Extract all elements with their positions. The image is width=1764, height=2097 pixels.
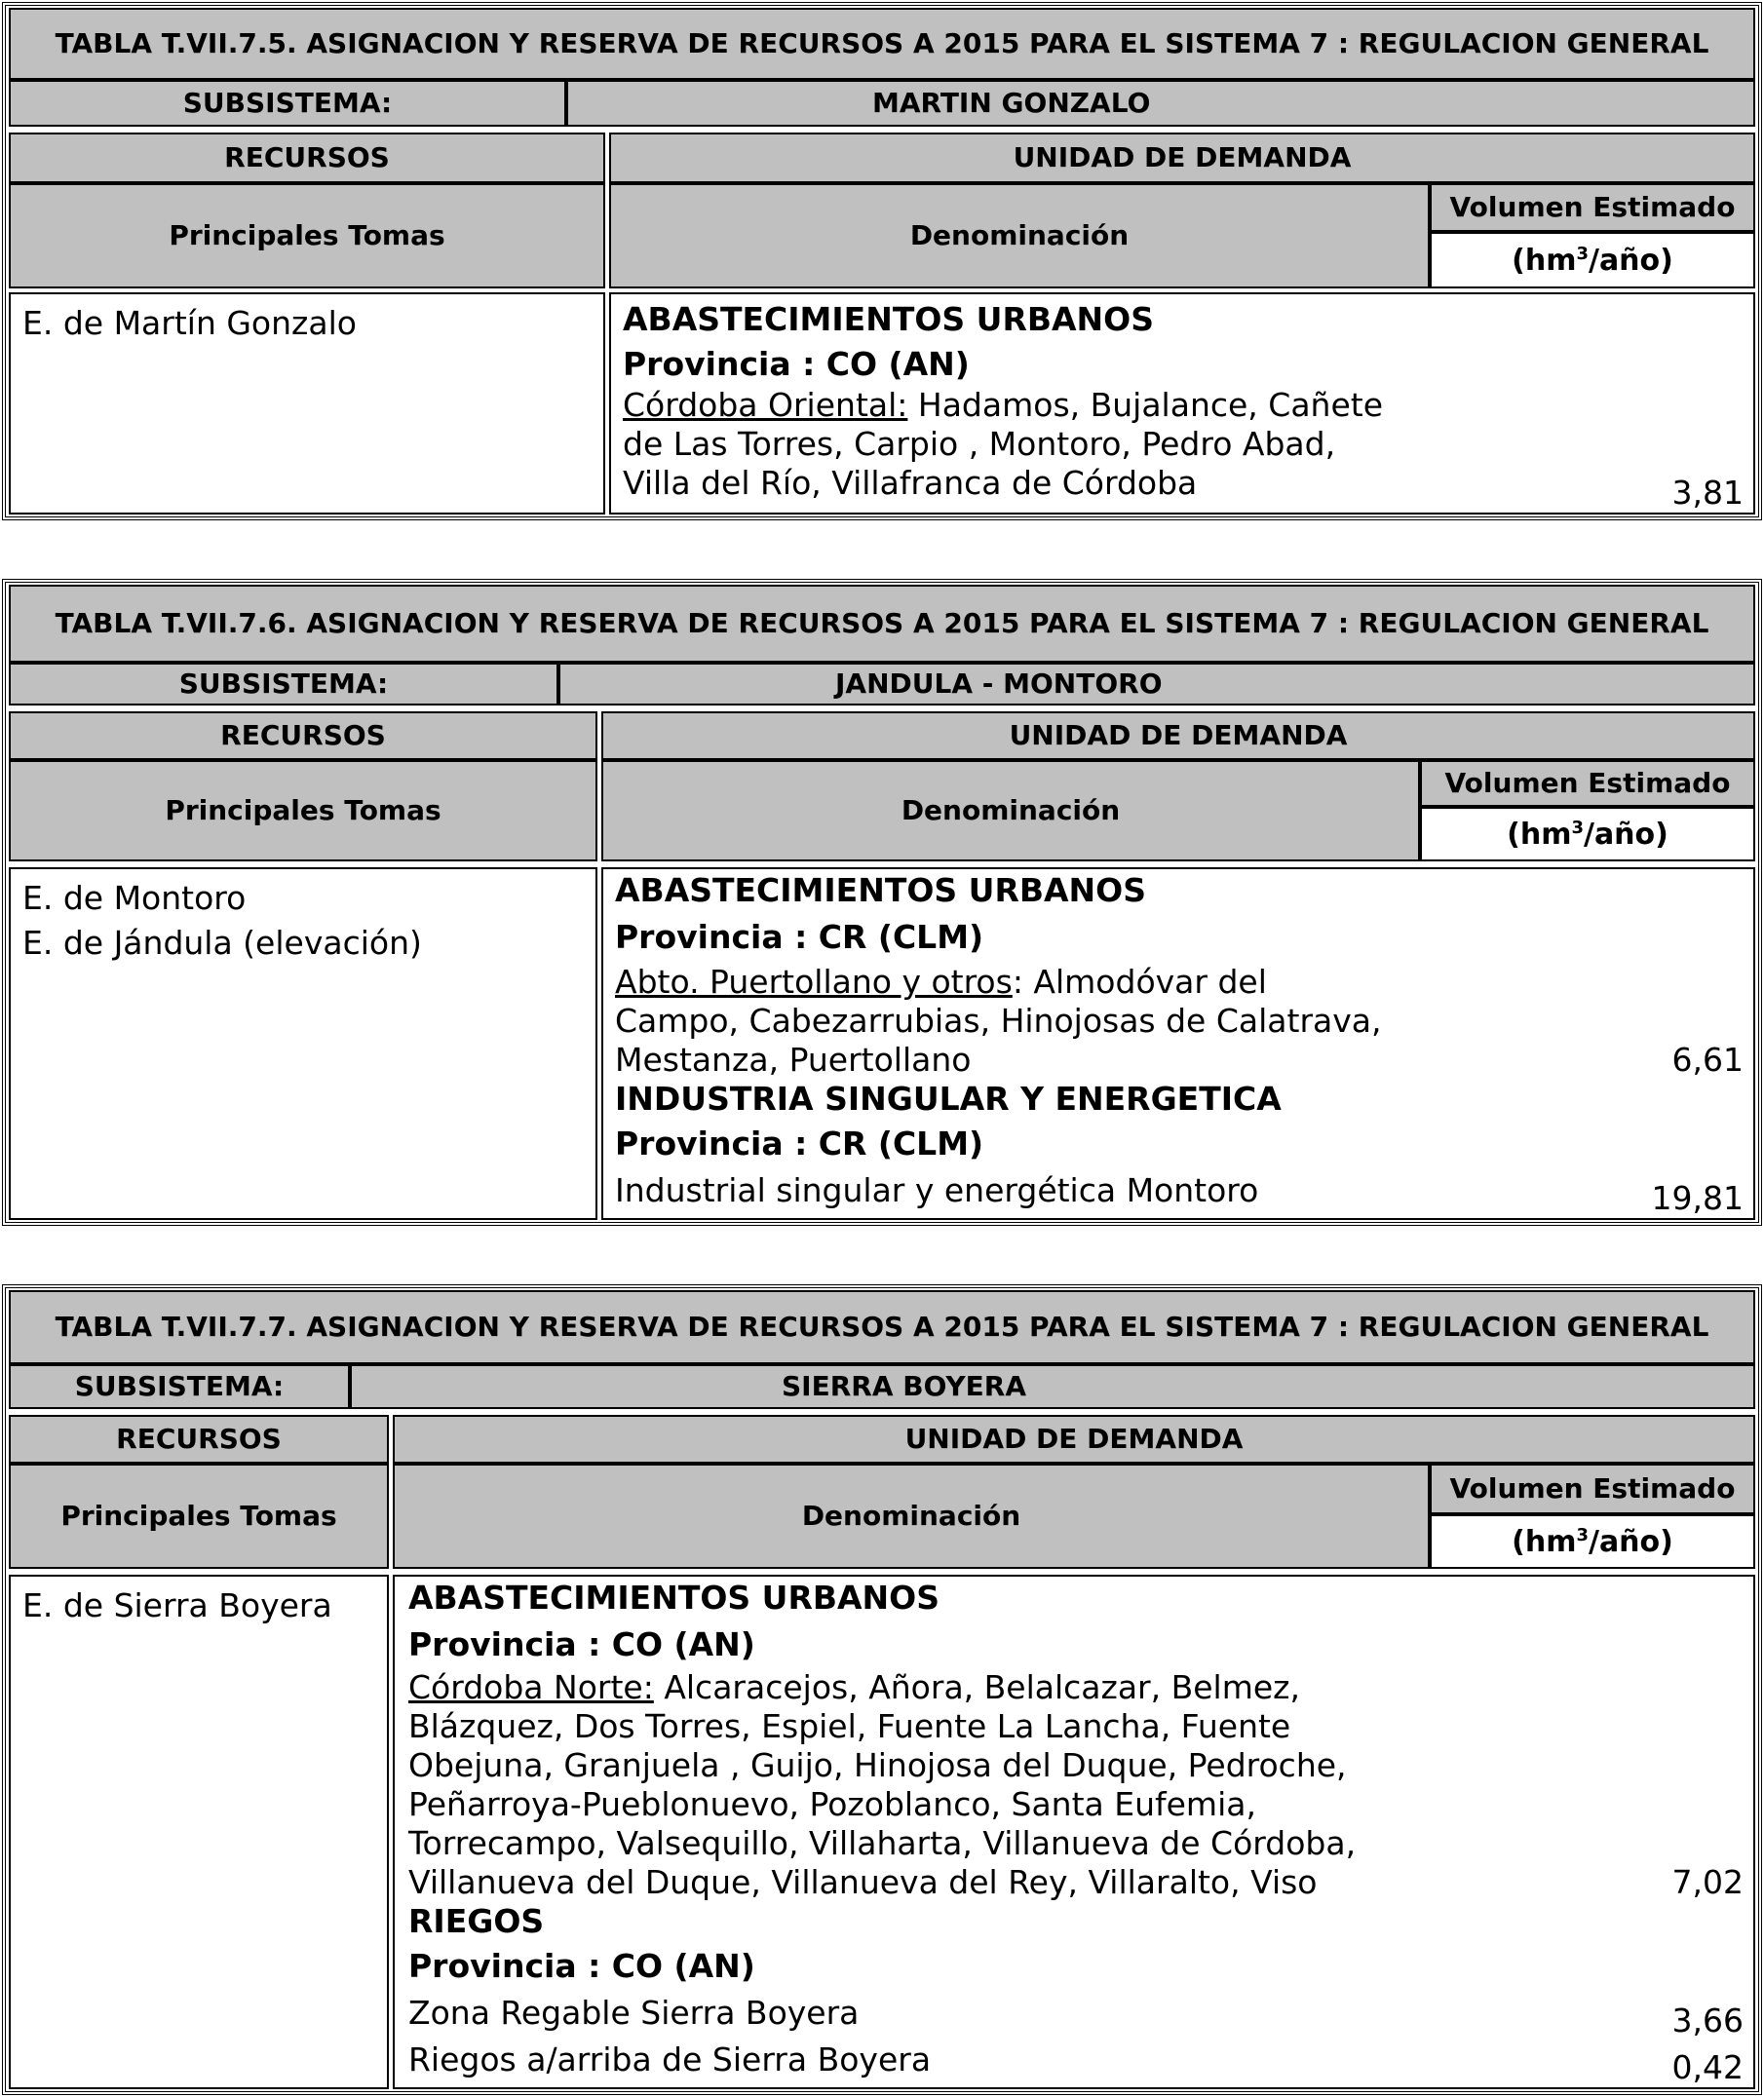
volume-value: 3,66 — [1671, 2002, 1744, 2040]
provincia-label: Provincia : CR (CLM) — [615, 1125, 984, 1163]
unit-header: $(hm^3/año)$ — [1430, 232, 1755, 288]
demand-description-line: Industrial singular y energética Montoro — [615, 1171, 1259, 1209]
category-title: ABASTECIMIENTOS URBANOS — [615, 871, 1146, 909]
table-title: TABLA T.VII.7.6. ASIGNACION Y RESERVA DE RECURSOS A 2015 PARA EL SISTEMA 7 : REGULACION GENERAL — [9, 585, 1755, 663]
denominacion-header: Denominación — [393, 1464, 1430, 1569]
denominacion-header: Denominación — [601, 760, 1420, 861]
table-7-5 — [2, 2, 1762, 520]
table-7-6 — [2, 579, 1762, 1226]
demand-description-line: Obejuna, Granjuela , Guijo, Hinojosa del Duque, Pedroche, — [408, 1746, 1347, 1784]
subsistema-name: JANDULA - MONTORO — [558, 663, 1755, 705]
demand-description-line: Torrecampo, Valsequillo, Villaharta, Villanueva de Córdoba, — [408, 1824, 1357, 1862]
toma-item: E. de Martín Gonzalo — [22, 304, 357, 342]
category-title: ABASTECIMIENTOS URBANOS — [408, 1579, 940, 1617]
demand-description-line: Riegos a/arriba de Sierra Boyera — [408, 2040, 932, 2078]
recursos-header: RECURSOS — [9, 133, 605, 183]
category-title: ABASTECIMIENTOS URBANOS — [623, 300, 1154, 338]
subsistema-label: SUBSISTEMA: — [9, 663, 558, 705]
unidad-demanda-header: UNIDAD DE DEMANDA — [609, 133, 1755, 183]
provincia-label: Provincia : CO (AN) — [408, 1625, 755, 1663]
volume-value: 0,42 — [1671, 2048, 1744, 2086]
subsistema-name: MARTIN GONZALO — [566, 80, 1755, 127]
demand-description-line: Zona Regable Sierra Boyera — [408, 1994, 860, 2032]
demand-description-line: Córdoba Oriental: Hadamos, Bujalance, Cañete — [623, 386, 1384, 424]
volume-value: 19,81 — [1651, 1179, 1744, 1217]
demand-description-line: de Las Torres, Carpio , Montoro, Pedro Abad, — [623, 425, 1336, 463]
principales-tomas-header: Principales Tomas — [9, 760, 597, 861]
demand-description-line: Campo, Cabezarrubias, Hinojosas de Calatrava, — [615, 1002, 1382, 1040]
tomas-cell — [9, 292, 605, 515]
toma-item: E. de Montoro — [22, 879, 247, 917]
recursos-header: RECURSOS — [9, 1415, 389, 1464]
tomas-cell — [9, 867, 597, 1220]
table-7-7 — [2, 1284, 1762, 2095]
unidad-demanda-header: UNIDAD DE DEMANDA — [601, 711, 1755, 760]
volume-value: 7,02 — [1671, 1863, 1744, 1901]
unit-header: $(hm^3/año)$ — [1420, 807, 1755, 861]
demand-description-line: Villanueva del Duque, Villanueva del Rey, Villaralto, Viso — [408, 1863, 1318, 1901]
denominacion-header: Denominación — [609, 183, 1430, 288]
provincia-label: Provincia : CO (AN) — [408, 1947, 755, 1985]
toma-item: E. de Jándula (elevación) — [22, 924, 422, 962]
demanda-cell — [601, 867, 1755, 1220]
demand-description-line: Peñarroya-Pueblonuevo, Pozoblanco, Santa Eufemia, — [408, 1785, 1256, 1823]
unidad-demanda-header: UNIDAD DE DEMANDA — [393, 1415, 1755, 1464]
subsistema-label: SUBSISTEMA: — [9, 1364, 350, 1409]
demand-description-line: Abto. Puertollano y otros: Almodóvar del — [615, 963, 1267, 1001]
unit-header: $(hm^3/año)$ — [1430, 1514, 1755, 1569]
subsistema-name: SIERRA BOYERA — [350, 1364, 1755, 1409]
volume-value: 6,61 — [1671, 1041, 1744, 1079]
demand-description-line: Córdoba Norte: Alcaracejos, Añora, Belalcazar, Belmez, — [408, 1668, 1300, 1706]
table-title: TABLA T.VII.7.7. ASIGNACION Y RESERVA DE RECURSOS A 2015 PARA EL SISTEMA 7 : REGULACION GENERAL — [9, 1290, 1755, 1364]
demanda-cell — [609, 292, 1755, 515]
recursos-header: RECURSOS — [9, 711, 597, 760]
principales-tomas-header: Principales Tomas — [9, 183, 605, 288]
provincia-label: Provincia : CR (CLM) — [615, 918, 984, 956]
demand-description-line: Blázquez, Dos Torres, Espiel, Fuente La Lancha, Fuente — [408, 1707, 1291, 1745]
toma-item: E. de Sierra Boyera — [22, 1586, 332, 1624]
table-title: TABLA T.VII.7.5. ASIGNACION Y RESERVA DE RECURSOS A 2015 PARA EL SISTEMA 7 : REGULACION GENERAL — [9, 8, 1755, 80]
principales-tomas-header: Principales Tomas — [9, 1464, 389, 1569]
demand-description-line: Villa del Río, Villafranca de Córdoba — [623, 464, 1198, 502]
demanda-cell — [393, 1575, 1755, 2089]
category-title: RIEGOS — [408, 1902, 545, 1940]
volumen-estimado-header: Volumen Estimado — [1430, 183, 1755, 232]
provincia-label: Provincia : CO (AN) — [623, 345, 970, 383]
subsistema-label: SUBSISTEMA: — [9, 80, 566, 127]
volume-value: 3,81 — [1671, 474, 1744, 512]
volumen-estimado-header: Volumen Estimado — [1430, 1464, 1755, 1514]
tomas-cell — [9, 1575, 389, 2089]
category-title: INDUSTRIA SINGULAR Y ENERGETICA — [615, 1080, 1282, 1118]
volumen-estimado-header: Volumen Estimado — [1420, 760, 1755, 807]
demand-description-line: Mestanza, Puertollano — [615, 1041, 972, 1079]
